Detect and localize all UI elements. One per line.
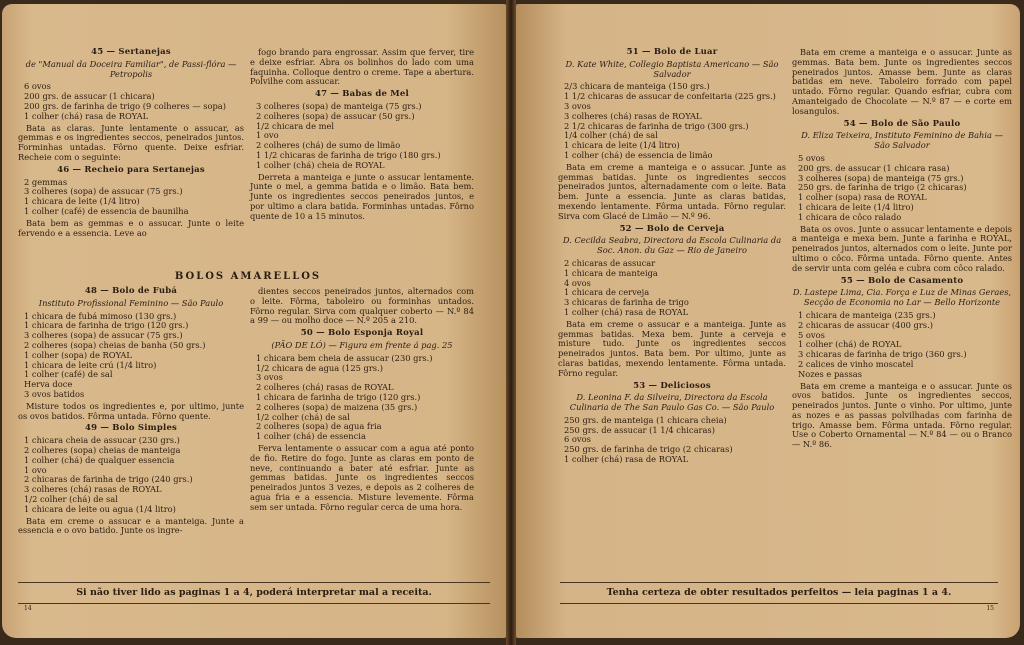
ingredient-line: 3 colheres (sopa) de manteiga (75 grs.) xyxy=(798,173,964,183)
recipe-source: (PÃO DE LÓ) — Figura em frente á pag. 25 xyxy=(271,339,453,350)
recipe-title: 51 — Bolo de Luar xyxy=(626,47,718,57)
ingredient-list xyxy=(798,311,1012,380)
ingredient-line: 1 colher (chá) cheia de ROYAL xyxy=(256,160,385,170)
ingredient-line: 1 chicara de manteiga (235 grs.) xyxy=(798,310,936,320)
recipe xyxy=(18,48,244,163)
recipe-instructions: Bata em creme a manteiga e o assucar. Junte os ovos batidos. Junte os ingredientes seccos, peneirados juntos. Junte o vinho. Por ultimo, junte as nozes e as passas polvilhadas com farinha de trigo. Amasse bem. Fôrma untada. Fôrno regular. Use o Coberto Ornamental — N.º 84 — ou o Branco — N.º 86. xyxy=(792,380,1012,450)
ingredient-line: 1 colher (chá) rasa de ROYAL xyxy=(564,307,689,317)
ingredient-list xyxy=(24,312,244,400)
recipe-source: Instituto Profissional Feminino — São Paulo xyxy=(38,297,224,308)
ingredient-line: 2 chicaras de assucar (400 grs.) xyxy=(798,320,933,330)
recipe xyxy=(250,287,474,326)
recipe xyxy=(792,48,1012,117)
ingredient-line: 1/2 colher (chá) de sal xyxy=(24,494,118,504)
ingredient-line: 1/2 colher (chá) de sal xyxy=(256,412,350,422)
page-number: 14 xyxy=(24,605,32,613)
ingredient-line: Herva doce xyxy=(24,380,73,390)
ingredient-line: 1 chicara de leite (1/4 litro) xyxy=(24,197,140,207)
ingredient-line: 5 ovos xyxy=(798,153,825,163)
recipe-title: 50 — Bolo Esponja Royal xyxy=(300,328,424,339)
ingredient-line: 1 colher (chá) rasa de ROYAL xyxy=(564,455,689,465)
recipe xyxy=(18,424,244,536)
ingredient-line: 1 1/2 chicaras de farinha de trigo (180 grs.) xyxy=(256,150,441,160)
ingredient-list xyxy=(564,82,786,160)
recipe-instructions: Bata bem as gemmas e o assucar. Junte o leite fervendo e a essencia. Leve ao xyxy=(18,217,244,238)
ingredient-line: 3 colheres (chá) rasas de ROYAL xyxy=(24,485,162,495)
ingredient-line: Nozes e passas xyxy=(798,369,862,379)
ingredient-line: 1 colher (chá) de qualquer essencia xyxy=(24,455,175,465)
ingredient-list xyxy=(24,178,244,217)
recipe-instructions: Bata em creme o assucar e a manteiga. Junte a essencia e o ovo batido. Junte os ingre- xyxy=(18,515,244,536)
recipe-source: D. Cecilda Seabra, Directora da Escola Culinaria da Soc. Anon. du Gaz — Rio de Janeiro xyxy=(562,235,782,256)
recipe xyxy=(792,120,1012,274)
recipe-title: 55 — Bolo de Casamento xyxy=(840,275,964,286)
recipe-instructions: Bata as claras. Junte lentamente o assucar, as gemmas e os ingredientes seccos, peneirados juntos. Forminhas untadas. Fôrno quente. Deixe esfriar. Recheie com o seguinte: xyxy=(18,122,244,162)
recipe-title: 52 — Bolo de Cerveja xyxy=(619,223,725,234)
left-column-lower-1 xyxy=(18,287,244,539)
ingredient-list xyxy=(798,154,1012,223)
ingredient-line: 1 chicara de leite crú (1/4 litro) xyxy=(24,360,157,370)
ingredient-line: 200 grs. de farinha de trigo (9 colheres — sopa) xyxy=(24,101,226,111)
ingredient-line: 4 ovos xyxy=(564,278,591,288)
recipe xyxy=(250,90,474,221)
ingredient-line: 3 ovos xyxy=(256,373,283,383)
ingredient-line: 200 grs. de assucar (1 chicara rasa) xyxy=(798,163,950,173)
ingredient-line: 200 grs. de assucar (1 chicara) xyxy=(24,92,155,102)
recipe-instructions: Bata em creme a manteiga e o assucar. Junte as gemmas batidas. Junte os ingredientes seccos peneirados juntos, alternadamente com o leite. Bata bem. Junte a essencia. Junte as claras batidas, mexendo lentamente. Fôrma untada. Fôrno regular. Sirva com Glacé de Limão — N.º 96. xyxy=(558,161,786,221)
ingredient-line: 1 1/2 chicaras de assucar de confeitaria (225 grs.) xyxy=(564,92,776,102)
recipe xyxy=(250,48,474,87)
recipe-source: de "Manual da Doceira Familiar", de Passi-flóra — Petropolis xyxy=(25,58,237,79)
ingredient-line: 2 colheres (chá) rasas de ROYAL xyxy=(256,383,394,393)
ingredient-line: 1 chicara de farinha de trigo (120 grs.) xyxy=(24,321,189,331)
recipe-title: 49 — Bolo Simples xyxy=(84,423,178,434)
ingredient-line: 2 colheres (sopa) de agua fria xyxy=(256,422,382,432)
ingredient-line: 1 chicara de fubá mimoso (130 grs.) xyxy=(24,311,177,321)
ingredient-line: 1 colher (chá) de ROYAL xyxy=(798,340,902,350)
ingredient-line: 1 chicara de leite (1/4 litro) xyxy=(564,141,680,151)
left-column-upper-2 xyxy=(250,48,474,225)
ingredient-line: 2/3 chicara de manteiga (150 grs.) xyxy=(564,82,710,92)
ingredient-line: 1 ovo xyxy=(256,131,279,141)
ingredient-line: 6 ovos xyxy=(564,435,591,445)
ingredient-line: 3 colheres (sopa) de assucar (75 grs.) xyxy=(24,187,183,197)
ingredient-line: 1 colher (chá) rasa de ROYAL xyxy=(24,111,149,121)
ingredient-line: 3 ovos xyxy=(564,101,591,111)
ingredient-line: 2 1/2 chicaras de farinha de trigo (300 grs.) xyxy=(564,121,749,131)
ingredient-line: 3 colheres (chá) rasas de ROYAL xyxy=(564,111,702,121)
recipe xyxy=(558,225,786,379)
ingredient-line: 2 colheres (chá) de sumo de limão xyxy=(256,141,401,151)
ingredient-list xyxy=(256,354,474,442)
recipe xyxy=(792,277,1012,451)
ingredient-line: 3 chicaras de farinha de trigo (360 grs.) xyxy=(798,350,967,360)
ingredient-line: 1 colher (café) de sal xyxy=(24,370,113,380)
recipe-instructions: Bata em creme a manteiga e o assucar. Junte as gemmas. Bata bem. Junte os ingredientes seccos peneirados juntos. Amasse bem. Junte as claras batidas em neve. Taboleiro forrado com papel untado. Fôrno regular. Quando esfriar, cubra com Amanteigado de Chocolate — N.º 87 — e corte em losangulos. xyxy=(792,47,1012,116)
recipe-title: 45 — Sertanejas xyxy=(91,47,171,57)
left-footer-note: Si não tiver lido as paginas 1 a 4, poderá interpretar mal a receita. xyxy=(18,582,490,604)
ingredient-line: 3 colheres (sopa) de assucar (75 grs.) xyxy=(24,331,183,341)
recipe-title: 47 — Babas de Mel xyxy=(315,89,409,100)
ingredient-line: 1/2 chicara de agua (125 grs.) xyxy=(256,363,383,373)
ingredient-line: 1 chicara de manteiga xyxy=(564,268,658,278)
ingredient-line: 2 colheres (sopa) de assucar (50 grs.) xyxy=(256,111,415,121)
left-page xyxy=(2,4,506,638)
recipe-title: 48 — Bolo de Fubá xyxy=(84,286,178,296)
ingredient-line: 1 chicara bem cheia de assucar (230 grs.) xyxy=(256,353,433,363)
ingredient-line: 1 chicara de leite ou agua (1/4 litro) xyxy=(24,504,176,514)
ingredient-line: 250 grs. de farinha de trigo (2 chicaras) xyxy=(798,183,967,193)
recipe xyxy=(18,287,244,421)
ingredient-line: 2 chicaras de farinha de trigo (240 grs.) xyxy=(24,475,193,485)
left-column-upper-1 xyxy=(18,48,244,241)
recipe-instructions: dientes seccos peneirados juntos, alternados com o leite. Fôrma, taboleiro ou forminhas untados. Fôrno regular. Sirva com qualquer coberto — N.º 84 a 99 — ou molho doce — N.º 205 a 210. xyxy=(250,286,474,326)
ingredient-line: 3 ovos batidos xyxy=(24,389,85,399)
recipe-title: 46 — Recheio para Sertanejas xyxy=(57,164,205,175)
ingredient-line: 1 chicara de farinha de trigo (120 grs.) xyxy=(256,392,421,402)
ingredient-line: 2 colheres (sopa) cheias de banha (50 grs.) xyxy=(24,340,206,350)
recipe-source: D. Leonina F. da Silveira, Directora da Escola Culinaria de The San Paulo Gas Co. — São Paulo xyxy=(569,392,775,413)
ingredient-line: 1 chicara de leite (1/4 litro) xyxy=(798,202,914,212)
ingredient-list xyxy=(564,259,786,318)
ingredient-list xyxy=(24,436,244,514)
ingredient-line: 1 chicara de côco ralado xyxy=(798,212,902,222)
page-number: 15 xyxy=(986,605,994,613)
book-gutter xyxy=(506,0,516,645)
recipe-source: D. Eliza Teixeira, Instituto Feminino de Bahia — São Salvador xyxy=(801,130,1003,151)
recipe-title: 53 — Deliciosos xyxy=(633,380,711,391)
right-column-2 xyxy=(792,48,1012,453)
right-footer-note: Tenha certeza de obter resultados perfeitos — leia paginas 1 a 4. xyxy=(560,582,998,604)
ingredient-line: 1 chicara de cerveja xyxy=(564,288,650,298)
ingredient-line: 5 ovos xyxy=(798,330,825,340)
ingredient-line: 2 gemmas xyxy=(24,177,68,187)
section-heading: BOLOS AMARELLOS xyxy=(174,271,322,282)
ingredient-line: 1 colher (chá) de essencia xyxy=(256,432,366,442)
left-column-lower-2 xyxy=(250,287,474,516)
ingredient-line: 1/2 chicara de mel xyxy=(256,121,335,131)
ingredient-line: 1 ovo xyxy=(24,465,47,475)
recipe-instructions: Bata os ovos. Junte o assucar lentamente e depois a manteiga e mexa bem. Junte a farinha e ROYAL, peneirados juntos, alternados com o leite. Junte por ultimo o côco. Fôrma untada. Fôrno quente. Antes de servir unta com geléa e cubra com côco ralado. xyxy=(792,223,1012,273)
ingredient-line: 1 colher (sopa) rasa de ROYAL xyxy=(798,193,927,203)
ingredient-line: 1 colher (chá) de essencia de limão xyxy=(564,150,713,160)
ingredient-line: 2 colheres (sopa) de maizena (35 grs.) xyxy=(256,402,418,412)
recipe-title: 54 — Bolo de São Paulo xyxy=(843,118,961,129)
ingredient-list xyxy=(256,102,474,171)
ingredient-line: 1 chicara cheia de assucar (230 grs.) xyxy=(24,436,180,446)
ingredient-line: 6 ovos xyxy=(24,82,51,92)
ingredient-line: 250 grs. de assucar (1 1/4 chicaras) xyxy=(564,425,715,435)
right-page xyxy=(516,4,1020,638)
recipe-source: D. Lastepe Lima, Cia. Força e Luz de Minas Geraes, Secção de Economia no Lar — Bello Horizonte xyxy=(792,287,1012,308)
ingredient-line: 250 grs. de manteiga (1 chicara cheia) xyxy=(564,415,727,425)
recipe xyxy=(18,166,244,239)
ingredient-line: 1/4 colher (chá) de sal xyxy=(564,131,658,141)
recipe-instructions: Ferva lentamente o assucar com a agua até ponto de fio. Retire do fogo. Junte as claras em ponto de neve, continuando a bater até esfriar. Junte as gemmas batidas. Junte os ingredientes seccos peneirados juntos 3 vezes, e depois as 2 colheres de agua fria e a essencia. Misture levemente. Fôrma sem ser untada. Fôrno regular cerca de uma hora. xyxy=(250,442,474,512)
recipe-instructions: Derreta a manteiga e junte o assucar lentamente. Junte o mel, a gemma batida e o limão. Bata bem. Junte os ingredientes seccos peneirados juntos, e por ultimo a clara batida. Forminhas untadas. Fôrno quente de 10 a 15 minutos. xyxy=(250,171,474,221)
recipe-instructions: Misture todos os ingredientes e, por ultimo, junte os ovos batidos. Fôrma untada. Fôrno quente. xyxy=(18,400,244,421)
ingredient-line: 3 colheres (sopa) de manteiga (75 grs.) xyxy=(256,101,422,111)
right-column-1 xyxy=(558,48,786,467)
recipe xyxy=(250,329,474,512)
ingredient-line: 2 chicaras de assucar xyxy=(564,258,656,268)
recipe-instructions: Bata em creme o assucar e a manteiga. Junte as gemmas batidas. Mexa bem. Junte a cerveja e misture tudo. Junte os ingredientes seccos peneirados juntos. Bata bem. Por ultimo, junte as claras batidas, mexendo lentamente. Fôrma untada. Fôrno regular. xyxy=(558,318,786,378)
ingredient-line: 2 calices de vinho moscatel xyxy=(798,359,914,369)
recipe xyxy=(558,382,786,465)
ingredient-list xyxy=(24,82,244,121)
recipe-instructions: fogo brando para engrossar. Assim que ferver, tire e deixe esfriar. Abra os bolinhos do lado com uma faquinha. Colloque dentro o creme. Tape a abertura. Polvilhe com assucar. xyxy=(250,47,474,87)
recipe-source: D. Kate White, Collegio Baptista Americano — São Salvador xyxy=(565,58,779,79)
recipe xyxy=(558,48,786,222)
ingredient-list xyxy=(564,416,786,465)
ingredient-line: 250 grs. de farinha de trigo (2 chicaras) xyxy=(564,445,733,455)
ingredient-line: 1 colher (café) de essencia de baunilha xyxy=(24,206,189,216)
ingredient-line: 3 chicaras de farinha de trigo xyxy=(564,298,689,308)
ingredient-line: 1 colher (sopa) de ROYAL xyxy=(24,350,132,360)
ingredient-line: 2 colheres (sopa) cheias de manteiga xyxy=(24,445,181,455)
